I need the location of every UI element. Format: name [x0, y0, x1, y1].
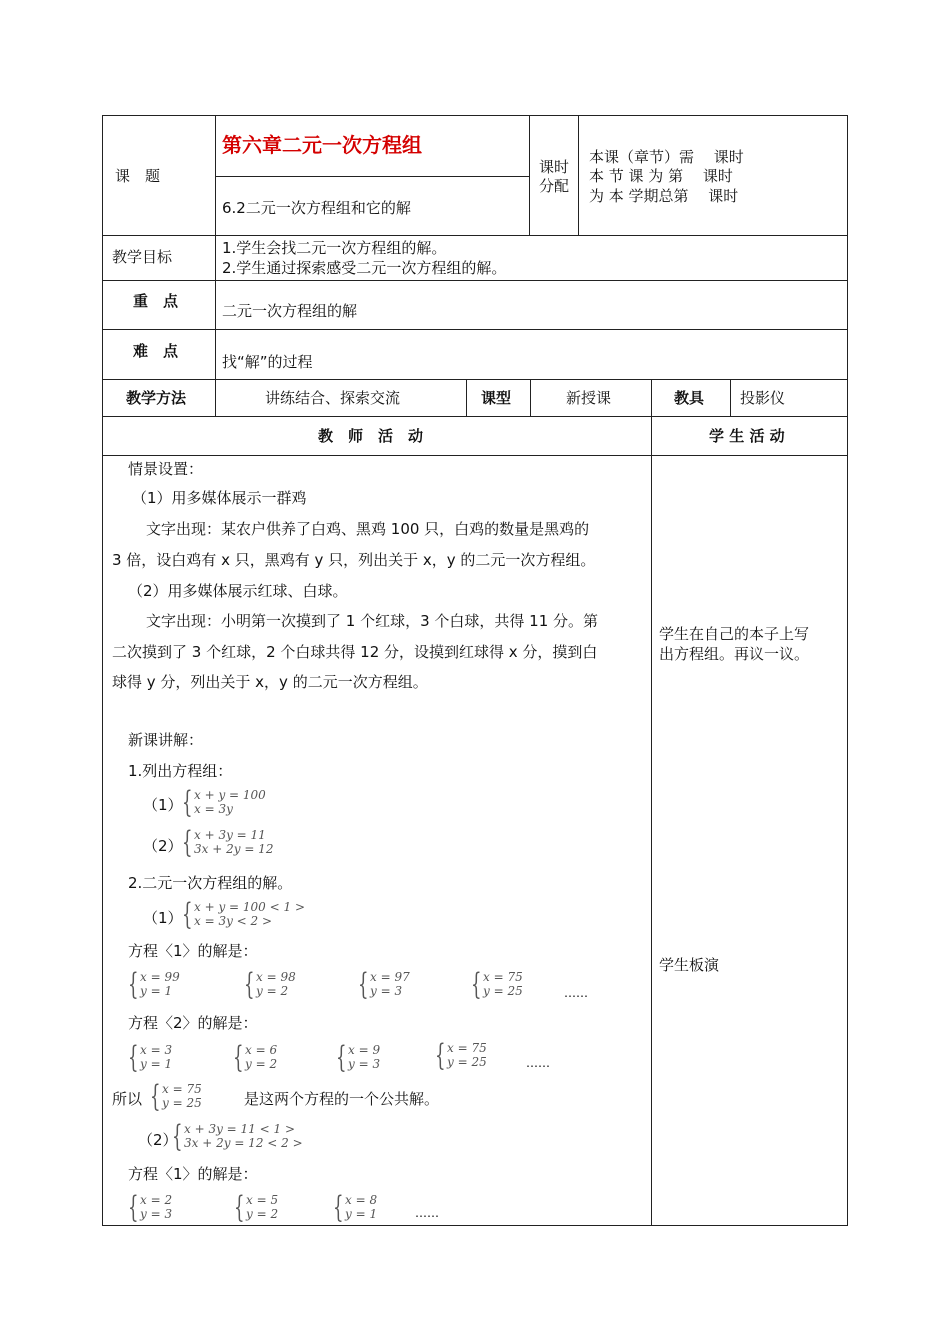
divider — [102, 379, 848, 380]
solution-label: 方程〈2〉的解是： — [128, 1014, 258, 1032]
scene-text: 3 倍，设白鸡有 x 只，黑鸡有 y 只，列出关于 x，y 的二元一次方程组。 — [112, 551, 596, 569]
divider — [102, 416, 848, 417]
hours-label: 分配 — [539, 177, 570, 195]
hours-text: 本 节 课 为 第 课时 — [589, 167, 733, 185]
divider — [102, 329, 848, 330]
divider — [466, 379, 467, 417]
scene-text: 文字出现：小明第一次摸到了 1 个红球，3 个白球，共得 11 分。第 — [146, 612, 599, 630]
divider — [215, 115, 216, 417]
topic-label: 课 题 — [115, 167, 161, 185]
lesson-type-label: 课型 — [481, 389, 512, 407]
divider — [651, 379, 652, 1226]
difficulty-label: 难 点 — [133, 342, 179, 360]
step-2: 2.二元一次方程组的解。 — [128, 874, 293, 892]
conclusion-prefix: 所以 — [112, 1090, 143, 1108]
scene-text: 二次摸到了 3 个红球，2 个白球共得 12 分，设摸到红球得 x 分，摸到白 — [112, 643, 598, 661]
step-1: 1.列出方程组： — [128, 762, 233, 780]
divider — [102, 235, 848, 236]
equation-label: （1） — [143, 796, 183, 814]
conclusion-text: 是这两个方程的一个公共解。 — [244, 1090, 440, 1108]
key-point-value: 二元一次方程组的解 — [222, 302, 358, 320]
objective-item: 1.学生会找二元一次方程组的解。 — [222, 239, 447, 257]
student-note: 学生板演 — [659, 956, 720, 974]
ellipsis: …… — [564, 986, 588, 1000]
divider — [529, 115, 530, 236]
scene-item-2: （2）用多媒体展示红球、白球。 — [128, 582, 348, 600]
table-border-right — [847, 115, 848, 1226]
hours-text: 本课（章节）需 课时 — [589, 148, 744, 166]
equation-label: （1） — [143, 909, 183, 927]
scene-text: 文字出现：某农户供养了白鸡、黑鸡 100 只，白鸡的数量是黑鸡的 — [146, 520, 590, 538]
method-label: 教学方法 — [126, 389, 187, 407]
table-border-bottom — [102, 1225, 848, 1226]
method-value: 讲练结合、探索交流 — [265, 389, 401, 407]
teacher-activity-header: 教 师 活 动 — [318, 427, 424, 445]
table-border-top — [102, 115, 848, 116]
objective-item: 2.学生通过探索感受二元一次方程组的解。 — [222, 259, 507, 277]
ellipsis: …… — [415, 1206, 439, 1220]
divider — [730, 379, 731, 417]
key-point-label: 重 点 — [133, 292, 179, 310]
ellipsis: …… — [526, 1056, 550, 1070]
section-title: 6.2二元一次方程组和它的解 — [222, 199, 411, 217]
solution-label: 方程〈1〉的解是： — [128, 1165, 258, 1183]
hours-text: 为 本 学期总第 课时 — [589, 187, 739, 205]
scene-text: 球得 y 分，列出关于 x，y 的二元一次方程组。 — [112, 673, 428, 691]
hours-label: 课时 — [539, 158, 570, 176]
chapter-title: 第六章二元一次方程组 — [222, 133, 422, 157]
scene-heading: 情景设置： — [128, 460, 204, 478]
lesson-type-value: 新授课 — [566, 389, 612, 407]
student-activity-header: 学 生 活 动 — [709, 427, 785, 445]
scene-item-1: （1）用多媒体展示一群鸡 — [132, 489, 307, 507]
objectives-label: 教学目标 — [112, 248, 173, 266]
divider — [578, 115, 579, 236]
divider-title — [215, 176, 529, 177]
equation-label: （2） — [143, 837, 183, 855]
tool-value: 投影仪 — [740, 389, 786, 407]
student-note: 学生在自己的本子上写 — [659, 625, 810, 643]
new-lesson-heading: 新课讲解： — [128, 731, 204, 749]
divider — [102, 280, 848, 281]
divider — [102, 455, 848, 456]
table-border-left — [102, 115, 103, 1226]
difficulty-value: 找“解”的过程 — [222, 353, 313, 371]
lesson-plan-page: 课 题 第六章二元一次方程组 6.2二元一次方程组和它的解 课时 分配 本课（章节）需 课时 本 节 课 为 第 课时 为 本 学期总第 课时 教学目标 1.学生会找二元一次方程组的解。 2.学生通过探索感受二元一次方程组的解。 重 点 二元一次方程组的解 难 点 找“解”的过程 教学方法 讲练结合、探索交流 课型 新授课 教具 投影仪 教 师 活 动 学 生 活 动 情景设置： （1）用多媒体展示一群鸡 文字出现：某农户供养了白鸡、黑鸡 100 只，白鸡的数量是黑鸡的 3 倍，设白鸡有 x 只，黑鸡有 y 只，列出关于 x，y 的二元一次方程组。 （2）用多媒体展示红球、白球。 文字出现：小明第一次摸到了 1 个红球，3 个白球，共得 11 分。第 二次摸到了 3 个红球，2 个白球共得 12 分，设摸到红球得 x 分，摸到白 球得 y 分，列出关于 x，y 的二元一次方程组。 新课讲解： 1.列出方程组： （1） { x + y = 100 x = 3y （2） { x + 3y = 11 3x + 2y = 12 2.二元一次方程组的解。 （1） { x + y = 100 < 1 > x = 3y < 2 > 方程〈1〉的解是： { x = 99 y = 1 { x = 98 y = 2 { x = 97 y = 3 { x = 75 y = 25 …… 方程〈2〉的解是： { x = 3 y = 1 { x = 6 y = 2 { x = 9 y = 3 { x = 75 y = 25 …… 所以 { x = 75 y = 25 是这两个方程的一个公共解。 （2） { x + 3y = 11 < 1 > 3x + 2y = 12 < 2 > 方程〈1〉的解是： { x = 2 y = 3 { x = 5 y = 2 { x = 8 y = 1 …… 学生在自己的本子上写 出方程组。再议一议。 学生板演 — [0, 0, 950, 1344]
divider — [530, 379, 531, 417]
student-note: 出方程组。再议一议。 — [659, 645, 810, 663]
solution-label: 方程〈1〉的解是： — [128, 942, 258, 960]
tool-label: 教具 — [674, 389, 705, 407]
equation-label: （2） — [138, 1131, 178, 1149]
